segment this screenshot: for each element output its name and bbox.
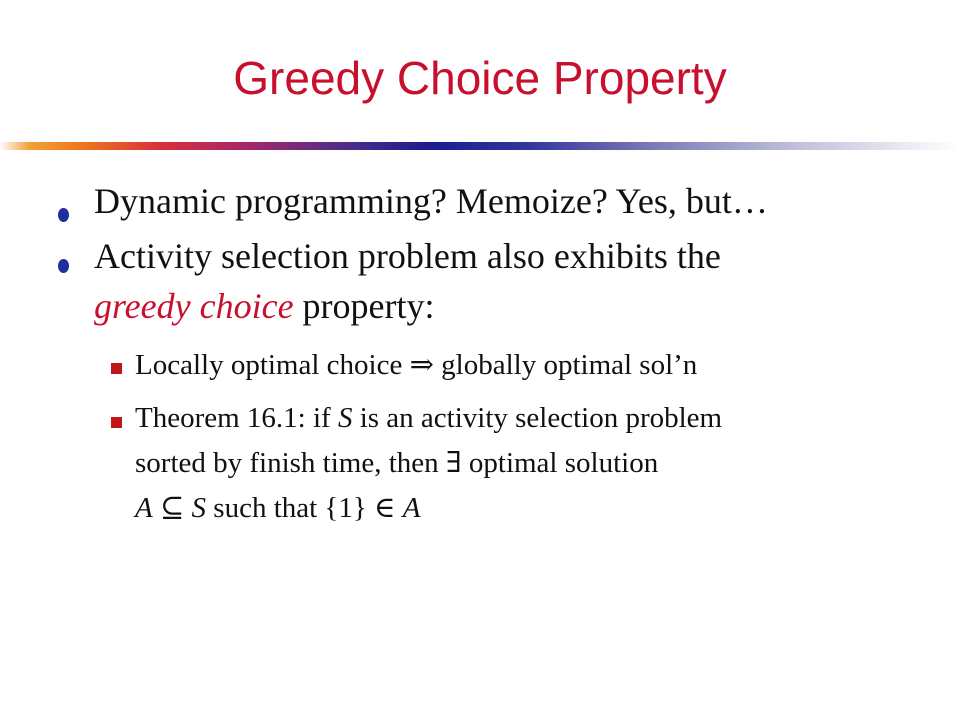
var-S: S — [191, 492, 207, 524]
theorem-text: such that {1} — [206, 492, 375, 524]
sub-bullet-locally-optimal — [135, 342, 935, 387]
exists-symbol: ∃ — [445, 445, 462, 479]
var-A: A — [135, 492, 153, 524]
bullet-dot-icon — [58, 208, 69, 222]
bullet-activity-selection — [94, 231, 934, 331]
sub-bullet-square-icon — [111, 417, 122, 428]
theorem-text: Theorem 16.1: if — [135, 402, 338, 434]
theorem-text: is an activity selection problem — [352, 402, 723, 434]
sub-bullet-theorem — [135, 396, 935, 530]
var-S: S — [337, 402, 353, 434]
bullet-text: Dynamic programming? Memoize? Yes, but… — [94, 181, 768, 221]
bullet-dot-icon — [58, 259, 69, 273]
bullet-dynamic-programming — [94, 176, 934, 226]
var-A: A — [402, 492, 421, 524]
element-of-symbol: ∈ — [374, 490, 396, 524]
title-divider-gradient — [0, 142, 960, 150]
bullet-text-line1: Activity selection problem also exhibits the — [94, 236, 721, 276]
slide-title: Greedy Choice Property — [233, 52, 727, 104]
theorem-text: optimal solution — [461, 447, 659, 479]
greedy-choice-highlight: greedy choice — [94, 286, 294, 326]
theorem-text: sorted by finish time, then — [135, 447, 446, 479]
subset-symbol: ⊆ — [159, 490, 185, 524]
sub-bullet-text: globally optimal sol’n — [433, 349, 698, 381]
bullet-text-line2: property: — [293, 286, 435, 326]
sub-bullet-text: Locally optimal choice — [135, 349, 410, 381]
sub-bullet-square-icon — [111, 363, 122, 374]
implies-symbol: ⇒ — [409, 347, 434, 381]
